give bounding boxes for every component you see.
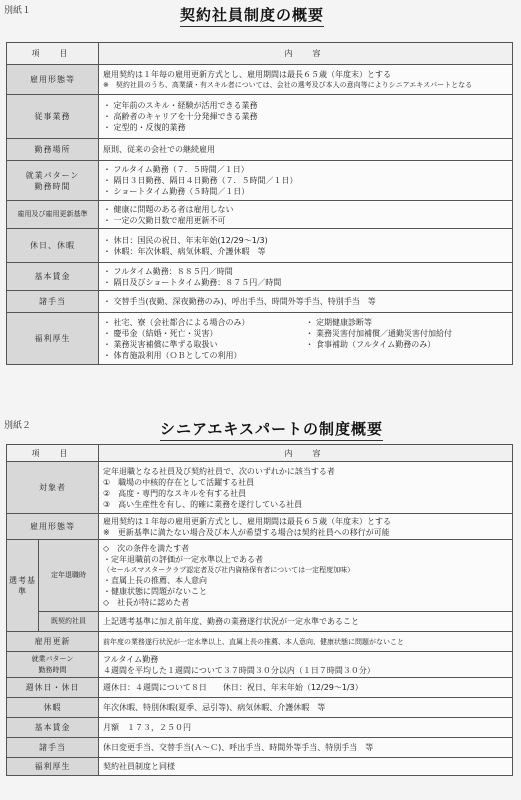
column-header-content: 内 容 — [99, 445, 513, 462]
row-line: ② 高度・専門的なスキルを有する社員 — [103, 488, 247, 498]
welfare-columns — [103, 317, 508, 361]
row-line: 週休日：４週間について８日 休日：祝日、年末年始（12/29～1/3） — [103, 683, 363, 692]
row-label: 雇用更新 — [7, 632, 99, 652]
row-label: 基本賃金 — [7, 718, 99, 738]
row-line: 休日変更手当、交替手当(Ａ～Ｃ)、呼出手当、時間外等手当、特別手当 等 — [103, 743, 374, 752]
row-line: ・直属上長の推薦、本人意向 — [103, 576, 207, 585]
row-line: ・ 休暇：年次休暇、病気休暇、介護休暇 等 — [103, 246, 266, 256]
row-label-line: 就業パターン — [31, 654, 74, 663]
row-label: 休暇 — [7, 698, 99, 718]
row-line: ・ 交替手当(夜勤、深夜勤務のみ)、呼出手当、時間外等手当、特別手当 等 — [103, 297, 376, 306]
row-line: ・ 隔日及びショートタイム勤務：８７５円／時間 — [103, 277, 282, 287]
contract-employee-table — [6, 42, 513, 365]
welfare-item: ・ 食事補助（フルタイム勤務のみ） — [305, 339, 436, 349]
row-line: 上記選考基準に加え前年度、勤務の業務遂行状況が一定水準であること — [103, 617, 359, 626]
welfare-item: ・ 業務災害付加補償／通勤災害付加給付 — [305, 328, 453, 338]
row-line: フルタイム勤務 — [103, 654, 159, 664]
row-label: 従事業務 — [7, 95, 99, 139]
row-note: ※ 契約社員のうち、高業績・有スキル者については、会社の選考及び本人の意向等によりシニアエキスパートとなる — [103, 81, 473, 89]
row-line: ・ 一定の欠勤日数で雇用更新不可 — [103, 215, 226, 225]
welfare-item: ・ 体育施設利用（ＯＢとしての利用） — [103, 350, 242, 360]
appendix-tag-2: 別紙２ — [4, 421, 32, 431]
row-label-line: 勤務時間 — [38, 665, 67, 674]
row-label: 雇用形態等 — [7, 514, 99, 540]
row-line: 原則、従来の会社での継続雇用 — [103, 145, 215, 154]
row-line: ・ フルタイム勤務：８８５円／時間 — [103, 266, 233, 276]
row-line: 定年退職となる社員及び契約社員で、次のいずれかに該当する者 — [103, 466, 335, 476]
row-label: 諸手当 — [7, 291, 99, 313]
appendix-tag-1: 別紙１ — [4, 6, 32, 16]
row-line: ・ フルタイム勤務（７．５時間／１日） — [103, 165, 249, 174]
row-line: ・ 定型的・反復的業務 — [103, 123, 186, 132]
row-label: 休日、休暇 — [7, 229, 99, 263]
row-line: （セールスマスタークラブ認定者及び社内資格保有者については一定程度加味） — [103, 566, 355, 574]
section-2-title: シニアエキスパートの制度概要 — [160, 418, 383, 441]
column-header-item: 項 目 — [7, 43, 99, 65]
row-label: 諸手当 — [7, 738, 99, 758]
row-line: 年次休暇、特別休暇(夏季、忌引等)、病気休暇、介護休暇 等 — [103, 703, 326, 712]
senior-expert-table — [6, 444, 513, 776]
row-line: ・ ショートタイム勤務（５時間／１日） — [103, 187, 250, 196]
row-line: ・定年退職前の評価が一定水準以上である者 — [103, 555, 263, 564]
row-label: 勤務場所 — [7, 139, 99, 161]
row-label: 雇用及び雇用更新基準 — [7, 201, 99, 229]
row-line: ※ 更新基準に満たない場合及び本人が希望する場合は契約社員への移行が可能 — [103, 527, 390, 537]
row-label: 既契約社員 — [39, 612, 99, 632]
welfare-item: ・ 社宅、寮（会社都合による場合のみ） — [103, 317, 250, 327]
row-line: 契約社員制度と同様 — [103, 762, 175, 771]
row-line: ・ 隔日３日勤務、隔日４日勤務（７．５時間／１日） — [103, 176, 298, 185]
selection-criteria-label: 選考基準 — [7, 540, 39, 632]
row-line: ◇ 次の条件を満たす者 — [103, 544, 190, 553]
row-label: 週休日・休日 — [7, 678, 99, 698]
column-header-content: 内 容 — [99, 43, 513, 65]
row-line: ・健康状態に問題がないこと — [103, 587, 207, 596]
welfare-item: ・ 業務災害補償に準ずる取扱い — [103, 339, 218, 349]
welfare-item: ・ 慶弔金（結婚・死亡・災害） — [103, 328, 218, 338]
row-line: ③ 高い生産性を有し、的確に業務を遂行している社員 — [103, 499, 303, 509]
row-line: ４週間を平均した１週間について３７時間３０分以内（１日７時間３０分） — [103, 665, 375, 675]
welfare-item: ・ 定期健康診断等 — [305, 317, 373, 327]
column-header-item: 項 目 — [7, 445, 99, 462]
row-line: 月額 １７３，２５０円 — [103, 723, 191, 732]
row-line: ・ 高齢者のキャリアを十分発揮できる業務 — [103, 112, 258, 121]
row-line: ・ 健康に問題のある者は雇用しない — [103, 204, 234, 214]
row-label: 基本賃金 — [7, 263, 99, 291]
row-line: 前年度の業務遂行状況が一定水準以上、直属上長の推薦、本人意向、健康状態に問題がないこと — [103, 637, 404, 646]
row-label: 定年退職時 — [39, 540, 99, 612]
section-1-title: 契約社員制度の概要 — [180, 4, 324, 27]
row-label: 対象者 — [7, 462, 99, 514]
row-label-line: 勤務時間 — [34, 181, 71, 191]
row-label: 雇用形態等 — [7, 65, 99, 95]
row-line: ◇ 社長が特に認めた者 — [103, 598, 190, 607]
row-label: 福利厚生 — [7, 313, 99, 365]
row-line: ・ 休日：国民の祝日、年末年始(12/29～1/3) — [103, 235, 268, 245]
row-line: 雇用契約は１年毎の雇用更新方式とし、雇用期間は最長６５歳（年度末）とする — [103, 516, 391, 526]
row-label-line: 就業パターン — [25, 170, 80, 180]
row-line: ・ 定年前のスキル・経験が活用できる業務 — [103, 101, 258, 110]
row-line: 雇用契約は１年毎の雇用更新方式とし、雇用期間は最長６５歳（年度末）とする — [103, 70, 391, 79]
row-line: ① 職場の中核的存在として活躍する社員 — [103, 477, 255, 487]
row-label: 福利厚生 — [7, 758, 99, 776]
